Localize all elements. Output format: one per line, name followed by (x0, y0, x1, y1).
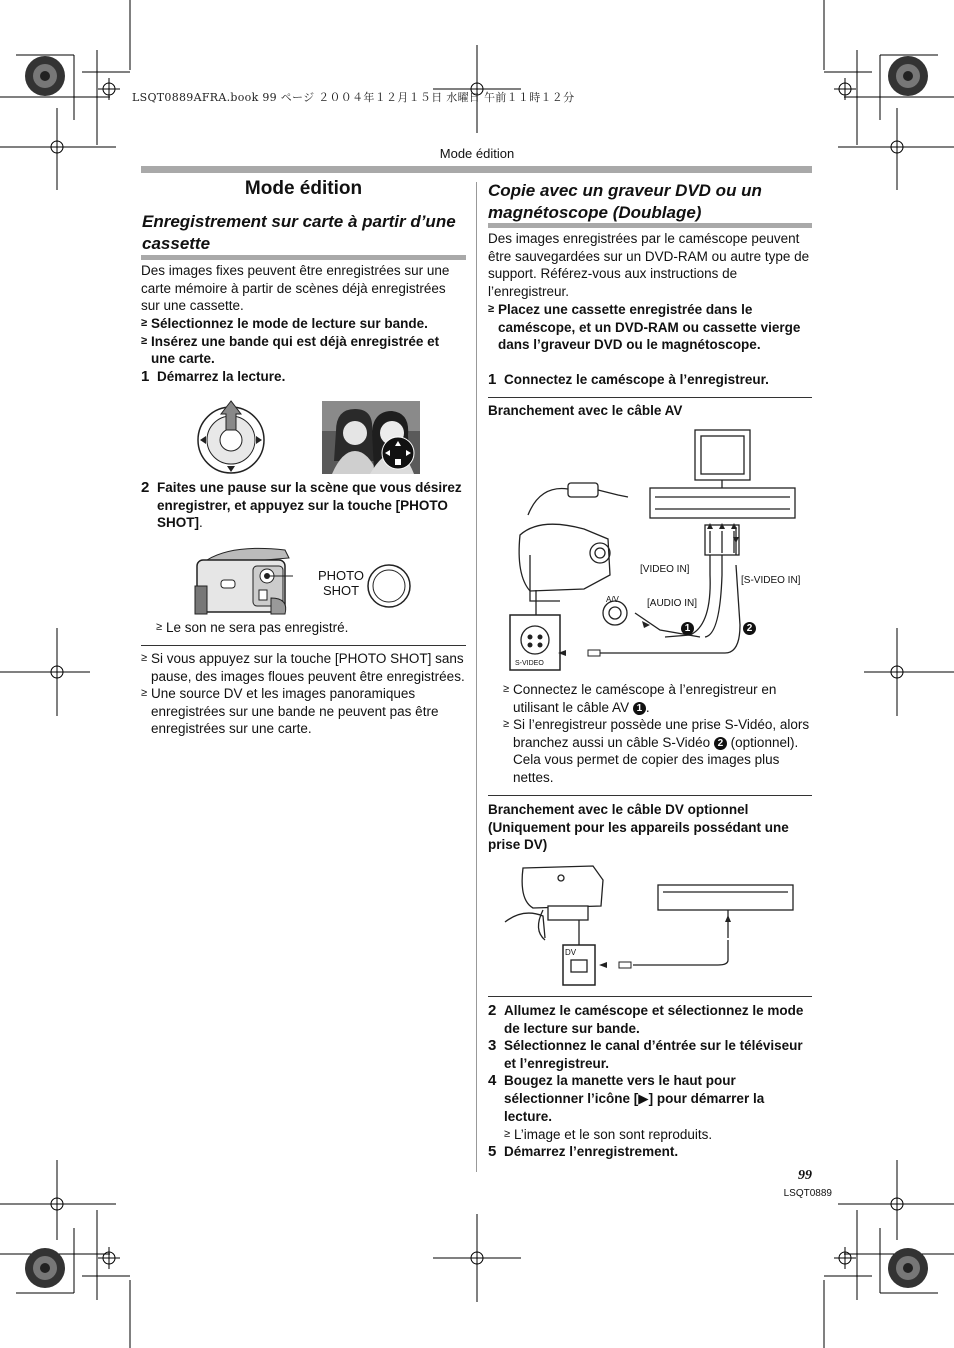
page-number: 99 (798, 1168, 812, 1183)
left-step-2: 2 Faites une pause sur la scène que vous désirez enregistrer, et appuyez sur la touche [PHOTO SHOT]. (141, 479, 462, 531)
step-2: 2 Allumez le caméscope et sélectionnez le mode de lecture sur bande. (488, 1002, 804, 1036)
list-item: ≥ Sélectionnez le mode de lecture sur bande. (141, 316, 428, 331)
step-3: 3 Sélectionnez le canal d’éntrée sur le téléviseur et l’enregistreur. (488, 1037, 803, 1071)
left-rule (141, 645, 466, 646)
right-section-heading: Copie avec un graveur DVD ou un magnétoscope (Doublage) (488, 181, 762, 222)
column-separator (476, 182, 477, 1172)
page-title: Mode édition (244, 178, 363, 199)
left-note: ≥ Le son ne sera pas enregistré. (156, 620, 349, 635)
header-rule (141, 166, 812, 173)
running-head: Mode édition (439, 146, 515, 161)
left-step-1: 1 Démarrez la lecture. (141, 368, 286, 385)
av-notes (503, 681, 812, 787)
left-notes (141, 650, 466, 738)
audio-in-label: [AUDIO IN] (647, 598, 698, 609)
right-bullet: ≥ Placez une cassette enregistrée dans le caméscope, et un DVD-RAM ou cassette vierge dans l’graveur DVD ou le magnétoscope. (488, 302, 801, 353)
left-heading-rule (141, 255, 466, 260)
step-4-note: ≥ L’image et le son sont reproduits. (504, 1127, 713, 1142)
right-rule-3 (488, 996, 812, 997)
list-item: ≥ Une source DV et les images panoramiques enregistrées sur une bande ne peuvent pas être enregistrées sur une carte. (141, 686, 439, 737)
av-heading: Branchement avec le câble AV (488, 403, 683, 418)
joystick-up-illustration (194, 400, 268, 474)
right-steps (488, 1002, 812, 1125)
right-heading-rule (488, 223, 812, 228)
s-video-in-label: [S-VIDEO IN] (741, 575, 801, 586)
photo-shot-label: PHOTO SHOT (318, 568, 364, 598)
list-item: ≥ Insérez une bande qui est déjà enregistrée et une carte. (141, 333, 440, 367)
left-section-heading: Enregistrement sur carte à partir d’une cassette (142, 212, 456, 253)
right-step-1: 1 Connectez le caméscope à l’enregistreur. (488, 371, 769, 388)
av-jack-label: A/V (606, 595, 619, 604)
print-header: LSQT0889AFRA.book 99 ページ ２００４年１２月１５日 水曜日 午前１１時１２分 (132, 91, 575, 104)
right-intro: Des images enregistrées par le caméscope peuvent être sauvegardées sur un DVD-RAM ou autre type de support. Référez-vous aux instructions de l’enregistreur. (488, 231, 810, 299)
right-rule-1 (488, 397, 812, 398)
dv-connection-diagram (503, 860, 803, 990)
av-connection-diagram (500, 425, 810, 675)
marker-2: 2 (743, 620, 756, 638)
document-code: LSQT0889 (783, 1188, 832, 1199)
list-item: ≥ Connectez le caméscope à l’enregistreur en utilisant le câble AV 1 . (503, 682, 777, 715)
step-4: 4 Bougez la manette vers le haut pour sélectionner l’icône [▶] pour démarrer la lecture. (488, 1072, 765, 1124)
left-intro: Des images fixes peuvent être enregistrées sur une carte mémoire à partir de scènes déjà enregistrées sur une cassette. (141, 263, 450, 314)
dv-heading: Branchement avec le câble DV optionnel (Uniquement pour les appareils possédant une prise DV) (488, 802, 789, 853)
playback-photo-illustration (322, 401, 420, 474)
camcorder-photo-shot-illustration (193, 540, 293, 616)
dv-jack-label: DV (565, 948, 577, 957)
s-video-jack-label: S-VIDEO (515, 660, 544, 667)
list-item: ≥ Si l’enregistreur possède une prise S-Vidéo, alors branchez aussi un câble S-Vidéo 2 (optionnel). Cela vous permet de copier des images plus nettes. (503, 717, 810, 785)
photo-shot-button-illustration (366, 563, 412, 609)
right-rule-2 (488, 795, 812, 796)
marker-1: 1 (681, 620, 694, 638)
video-in-label: [VIDEO IN] (640, 564, 690, 575)
step-5: 5 Démarrez l’enregistrement. (488, 1143, 679, 1160)
list-item: ≥ Si vous appuyez sur la touche [PHOTO SHOT] sans pause, des images floues peuvent être enregistrées. (141, 651, 465, 684)
left-bullets (141, 315, 466, 368)
